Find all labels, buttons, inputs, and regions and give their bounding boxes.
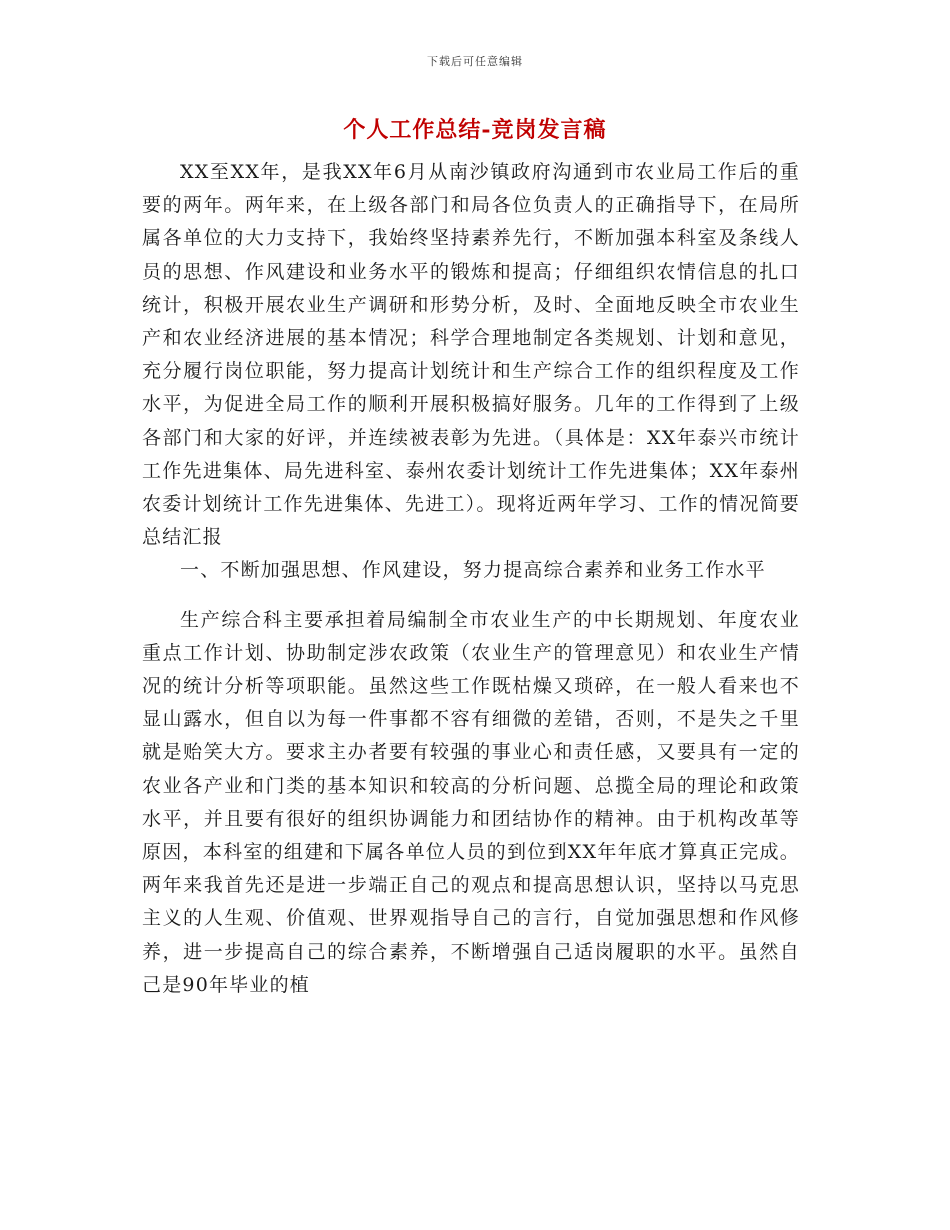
paragraph-section-1: 生产综合科主要承担着局编制全市农业生产的中长期规划、年度农业重点工作计划、协助制定涉农政策（农业生产的管理意见）和农业生产情况的统计分析等项职能。虽然这些工作既枯燥又琐碎，在一般人看来也不显山露水，但自以为每一件事都不容有细微的差错，否则，不是失之千里就是贻笑大方。要求主办者要有较强的事业心和责任感，又要具有一定的农业各产业和门类的基本知识和较高的分析问题、总揽全局的理论和政策水平，并且要有很好的组织协调能力和团结协作的精神。由于机构改革等原因，本科室的组建和下属各单位人员的到位到XX年年底才算真正完成。两年来我首先还是进一步端正自己的观点和提高思想认识，坚持以马克思主义的人生观、价值观、世界观指导自己的言行，自觉加强思想和作风修养，进一步提高自己的综合素养，不断增强自己适岗履职的水平。虽然自己是90年毕业的植	[142, 608, 800, 996]
document-title: 个人工作总结-竞岗发言稿	[343, 117, 607, 143]
header-note: 下载后可任意编辑	[427, 55, 523, 68]
paragraph-intro: XX至XX年，是我XX年6月从南沙镇政府沟通到市农业局工作后的重要的两年。两年来，在上级各部门和局各位负责人的正确指导下，在局所属各单位的大力支持下，我始终坚持素养先行，不断加强本科室及条线人员的思想、作风建设和业务水平的锻炼和提高；仔细组织农情信息的扎口统计，积极开展农业生产调研和形势分析，及时、全面地反映全市农业生产和农业经济进展的基本情况；科学合理地制定各类规划、计划和意见，充分履行岗位职能，努力提高计划统计和生产综合工作的组织程度及工作水平，为促进全局工作的顺利开展积极搞好服务。几年的工作得到了上级各部门和大家的好评，并连续被表彰为先进。（具体是：XX年泰兴市统计工作先进集体、局先进科室、泰州农委计划统计工作先进集体；XX年泰州农委计划统计工作先进集体、先进工）。现将近两年学习、工作的情况简要总结汇报	[142, 161, 800, 549]
document-body	[142, 156, 800, 1002]
section-heading-1: 一、不断加强思想、作风建设，努力提高综合素养和业务工作水平	[180, 559, 766, 582]
